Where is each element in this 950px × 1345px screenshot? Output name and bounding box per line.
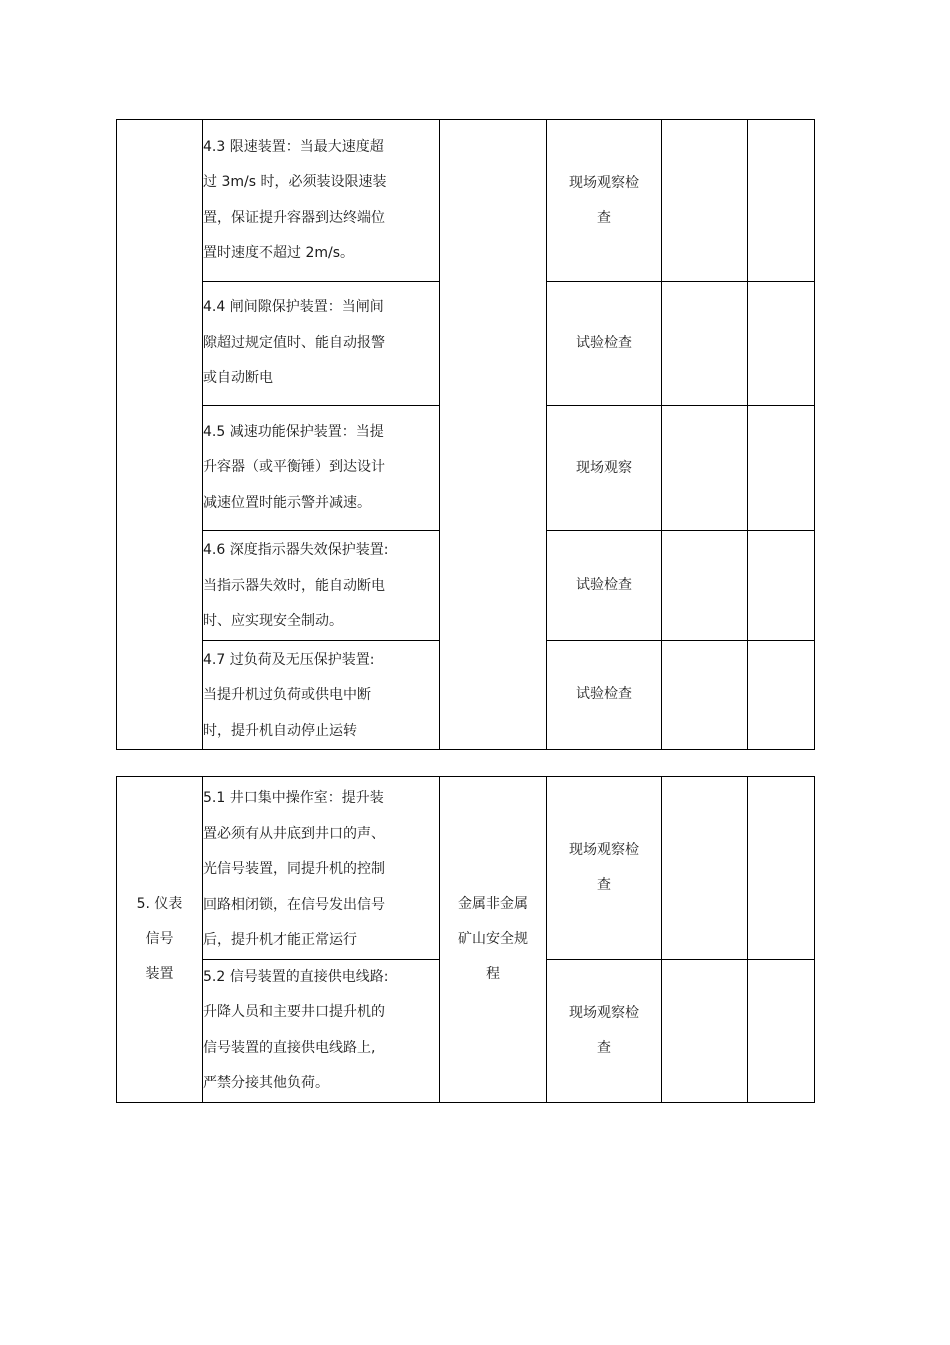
remark-cell (748, 282, 815, 406)
source-cell-empty (440, 120, 547, 750)
requirement-cell-5-2 (203, 959, 440, 1102)
requirement-text: 时，提升机自动停止运转 (203, 722, 357, 739)
requirement-text: 4.4 闸间隙保护装置：当闸间 (203, 299, 384, 316)
requirement-text: 5.1 井口集中操作室：提升装 (203, 790, 384, 806)
requirement-text: 后，提升机才能正常运行 (203, 932, 357, 948)
table-row (117, 120, 815, 282)
category-text: 5. 仪表 (136, 895, 183, 912)
requirement-text: 回路相闭锁，在信号发出信号 (203, 896, 385, 913)
requirement-text: 光信号装置，同提升机的控制 (203, 861, 385, 877)
inspection-table-section-5 (116, 776, 815, 1103)
method-text: 现场观察检 (569, 1004, 639, 1021)
remark-cell (748, 640, 815, 750)
requirement-cell-4-5 (203, 406, 440, 531)
result-cell (662, 120, 748, 282)
requirement-text: 升降人员和主要井口提升机的 (203, 1004, 385, 1020)
result-cell (662, 640, 748, 750)
method-cell-5-2 (547, 959, 662, 1102)
source-cell-regulation (440, 777, 547, 1103)
requirement-text: 当指示器失效时，能自动断电 (203, 577, 385, 594)
requirement-text: 过 3m/s 时，必须装设限速装 (203, 174, 387, 190)
remark-cell (748, 531, 815, 641)
inspection-table-section-4 (116, 119, 815, 750)
method-cell-5-1 (547, 777, 662, 960)
requirement-cell-4-7 (203, 640, 440, 750)
result-cell (662, 406, 748, 531)
remark-cell (748, 959, 815, 1102)
table-row (117, 777, 815, 960)
source-text: 金属非金属 (458, 895, 528, 912)
category-cell-empty (117, 120, 203, 750)
requirement-text: 5.2 信号装置的直接供电线路: (203, 968, 389, 985)
method-text: 现场观察检 (569, 841, 639, 858)
source-text: 程 (486, 965, 500, 982)
method-cell-4-6 (547, 531, 662, 641)
requirement-text: 置，保证提升容器到达终端位 (203, 209, 385, 226)
method-text: 试验检查 (576, 576, 632, 593)
method-text: 查 (597, 1039, 611, 1056)
requirement-text: 严禁分接其他负荷。 (203, 1075, 329, 1091)
remark-cell (748, 777, 815, 960)
category-text: 装置 (145, 965, 174, 982)
category-text: 信号 (145, 930, 174, 947)
requirement-cell-4-6 (203, 531, 440, 641)
requirement-text: 4.3 限速装置：当最大速度超 (203, 138, 384, 155)
requirement-text: 置时速度不超过 2m/s。 (203, 245, 355, 261)
remark-cell (748, 406, 815, 531)
method-text: 查 (597, 876, 611, 893)
requirement-text: 减速位置时能示警并减速。 (203, 494, 371, 511)
remark-cell (748, 120, 815, 282)
result-cell (662, 282, 748, 406)
category-cell-instrument-signal (117, 777, 203, 1103)
requirement-cell-4-3 (203, 120, 440, 282)
method-cell-4-3 (547, 120, 662, 282)
requirement-cell-5-1 (203, 777, 440, 960)
requirement-text: 4.7 过负荷及无压保护装置: (203, 651, 375, 668)
method-text: 现场观察检 (569, 174, 639, 191)
requirement-text: 置必须有从井底到井口的声、 (203, 825, 385, 842)
requirement-text: 4.5 减速功能保护装置：当提 (203, 423, 384, 440)
method-cell-4-4 (547, 282, 662, 406)
result-cell (662, 531, 748, 641)
result-cell (662, 959, 748, 1102)
requirement-text: 当提升机过负荷或供电中断 (203, 687, 371, 703)
method-text: 现场观察 (576, 459, 632, 476)
requirement-text: 4.6 深度指示器失效保护装置: (203, 542, 389, 558)
method-cell-4-7 (547, 640, 662, 750)
result-cell (662, 777, 748, 960)
requirement-text: 时、应实现安全制动。 (203, 613, 343, 629)
requirement-cell-4-4 (203, 282, 440, 406)
source-text: 矿山安全规 (458, 930, 528, 947)
method-text: 查 (597, 209, 611, 226)
method-text: 试验检查 (576, 335, 632, 351)
requirement-text: 升容器（或平衡锤）到达设计 (203, 459, 385, 476)
requirement-text: 信号装置的直接供电线路上, (203, 1039, 376, 1056)
method-cell-4-5 (547, 406, 662, 531)
requirement-text: 或自动断电 (203, 370, 273, 387)
requirement-text: 隙超过规定值时、能自动报警 (203, 334, 385, 351)
method-text: 试验检查 (576, 686, 632, 703)
